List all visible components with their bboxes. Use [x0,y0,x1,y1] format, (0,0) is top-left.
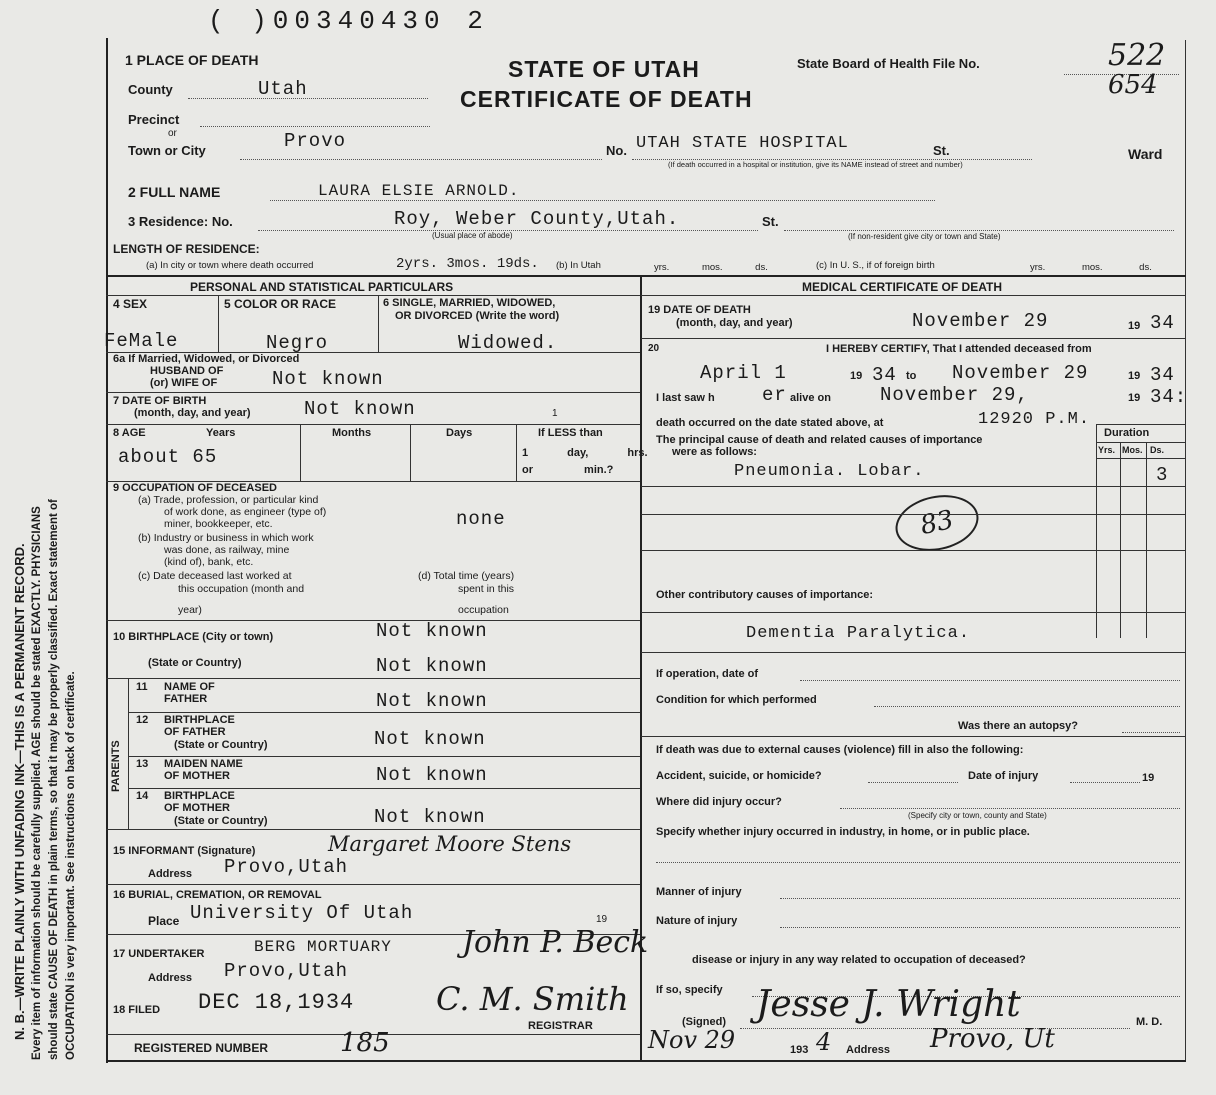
spouse-label-2: HUSBAND OF [150,365,224,377]
father-birthplace-value: Not known [374,728,486,750]
informant-address-value: Provo,Utah [224,856,349,878]
mother-birthplace-label-1: BIRTHPLACE [164,790,235,802]
age-months-label: Months [332,427,372,439]
age-value: about 65 [118,446,218,468]
specify-injury-label: Specify whether injury occurred in industry, in home, or in public place. [656,826,1030,838]
side-note-ink: N. B.—WRITE PLAINLY WITH UNFADING INK—THIS IS A PERMANENT RECORD. [12,543,27,1040]
father-birthplace-num: 12 [136,714,149,726]
informant-label: 15 INFORMANT (Signature) [113,845,256,857]
md-label: M. D. [1136,1016,1163,1028]
external-causes-label: If death was due to external causes (violence) fill in also the following: [656,744,1024,756]
age-years-label: Years [206,427,236,439]
burial-place-value: University Of Utah [190,902,414,924]
residence-utah-label: (b) In Utah [556,260,601,271]
residence-value: Roy, Weber County,Utah. [394,208,680,230]
physician-address-value: Provo, Ut [930,1024,1055,1054]
mother-birthplace-value: Not known [374,806,486,828]
registered-number-value: 185 [340,1028,390,1058]
age-less-label: If LESS than [538,427,603,439]
registered-number-label: REGISTERED NUMBER [134,1041,269,1055]
condition-label: Condition for which performed [656,694,817,706]
manner-label: Manner of injury [656,886,742,898]
occupation-b-line-3: (kind of), bank, etc. [164,556,254,568]
title-certificate: CERTIFICATE OF DEATH [460,86,753,112]
father-name-label-1: NAME OF [164,681,215,693]
mother-name-value: Not known [376,764,488,786]
street-label: St. [933,143,950,158]
county-label: County [128,82,173,97]
death-year-value: 34 [1150,312,1175,334]
marital-label-1: 6 SINGLE, MARRIED, WIDOWED, [383,297,556,309]
signed-date: Nov 29 [648,1026,736,1054]
mother-birthplace-num: 14 [136,790,149,802]
residence-us-label: (c) In U. S., if of foreign birth [816,260,935,271]
undertaker-signature: John P. Beck [462,925,649,960]
attended-to-label: to [906,370,917,382]
spouse-label-1: 6a If Married, Widowed, or Divorced [113,353,300,365]
institution-value: UTAH STATE HOSPITAL [636,134,849,153]
side-note-1: Every item of information should be carefully supplied. AGE should be stated EXACTLY. PHYSICIANS [31,506,43,1060]
color-label: 5 COLOR OR RACE [224,297,337,311]
duration-months-label: Mos. [1122,445,1143,455]
last-saw-pronoun: er [762,384,787,406]
nonresident-note: (If non-resident give city or town and State) [848,232,1001,241]
signed-year: 4 [816,1028,832,1056]
occupation-d-line-2: spent in this [458,583,515,595]
physician-address-label: Address [846,1044,891,1056]
where-injury-note: (Specify city or town, county and State) [908,811,1047,820]
color-value: Negro [266,332,329,354]
occupation-b-line-2: was done, as railway, mine [164,544,290,556]
place-of-death-label: 1 PLACE OF DEATH [125,52,259,68]
operation-label: If operation, date of [656,668,759,680]
precinct-label: Precinct [128,112,180,127]
related-occupation-label: disease or injury in any way related to occupation of deceased? [692,954,1026,966]
undertaker-address-label: Address [148,972,193,984]
death-time-label: death occurred on the date stated above, at [656,417,884,429]
occupation-a-line-3: miner, bookkeeper, etc. [164,518,273,530]
mother-birthplace-label-3: (State or Country) [174,815,268,827]
autopsy-label: Was there an autopsy? [958,720,1079,732]
if-so-label: If so, specify [656,984,723,996]
registrar-label: REGISTRAR [528,1020,593,1032]
last-saw-label: I last saw h [656,392,715,404]
birthplace-city-value: Not known [376,620,488,642]
informant-address-label: Address [148,868,193,880]
usual-abode-note: (Usual place of abode) [432,231,513,240]
death-date-label-1: 19 DATE OF DEATH [648,304,751,316]
occupation-b-line-1: (b) Industry or business in which work [138,532,314,544]
length-of-residence-label: LENGTH OF RESIDENCE: [113,242,260,256]
signed-year-prefix: 193 [790,1044,809,1056]
attended-to-year-prefix: 19 [1128,370,1141,382]
occupation-c-line-3: year) [178,604,202,616]
informant-signature: Margaret Moore Stens [328,832,572,856]
death-year-prefix: 19 [1128,320,1141,332]
full-name-value: LAURA ELSIE ARNOLD. [318,182,520,200]
duration-years-label: Yrs. [1098,445,1116,455]
occupation-a-line-1: (a) Trade, profession, or particular kind [138,494,319,506]
age-min-label: or min.? [522,464,614,476]
institution-note: (If death occurred in a hospital or institution, give its NAME instead of street and number) [668,160,963,169]
attended-to-year: 34 [1150,364,1175,386]
marital-value: Widowed. [458,332,558,354]
dob-mark: 1 [552,408,558,419]
age-day-hours-label: 1 day, hrs. [522,447,648,459]
number-label: No. [606,143,627,158]
age-label: 8 AGE [113,427,146,439]
occupation-c-line-2: this occupation (month and [178,583,305,595]
burial-place-label: Place [148,914,180,928]
row-20-label: 20 [648,343,660,354]
personal-section-title: PERSONAL AND STATISTICAL PARTICULARS [190,280,454,294]
undertaker-address-value: Provo,Utah [224,960,349,982]
accident-label: Accident, suicide, or homicide? [656,770,822,782]
cause-value: Pneumonia. Lobar. [734,462,925,481]
filed-value: DEC 18,1934 [198,990,355,1015]
occupation-value: none [456,508,506,530]
title-state: STATE OF UTAH [508,56,700,82]
town-value: Provo [284,130,347,152]
file-number-2: 654 [1108,70,1158,100]
occupation-c-line-1: (c) Date deceased last worked at [138,570,292,582]
undertaker-label: 17 UNDERTAKER [113,948,205,960]
duration-label: Duration [1104,427,1150,439]
physician-signature: Jesse J. Wright [756,984,1021,1025]
town-label: Town or City [128,143,206,158]
occupation-d-line-1: (d) Total time (years) [418,570,515,582]
medical-section-title: MEDICAL CERTIFICATE OF DEATH [802,280,1002,294]
last-saw-year-prefix: 19 [1128,392,1141,404]
parents-label: PARENTS [110,740,122,792]
father-birthplace-label-1: BIRTHPLACE [164,714,235,726]
marital-label-2: OR DIVORCED (Write the word) [395,310,560,322]
birthplace-label: 10 BIRTHPLACE (City or town) [113,631,274,643]
father-birthplace-label-2: OF FATHER [164,726,226,738]
occupation-d-line-3: occupation [458,604,509,616]
mother-name-label-1: MAIDEN NAME [164,758,243,770]
residence-street-label: St. [762,214,779,229]
signed-label: (Signed) [682,1016,726,1028]
spouse-value: Not known [272,368,384,390]
attended-from-year-prefix: 19 [850,370,863,382]
burial-date-label: 19 [596,914,608,925]
burial-label: 16 BURIAL, CREMATION, OR REMOVAL [113,889,322,901]
file-number-1: 522 [1108,38,1166,73]
residence-us-units: yrs. mos. ds. [1030,262,1152,273]
registrar-signature: C. M. Smith [436,980,629,1018]
death-date-label-2: (month, day, and year) [676,317,793,329]
cause-duration-value: 3 [1156,464,1169,486]
birthplace-state-label: (State or Country) [148,657,242,669]
residence-label: 3 Residence: No. [128,214,233,229]
death-date-value: November 29 [912,310,1049,332]
filed-label: 18 FILED [113,1004,161,1016]
mother-birthplace-label-2: OF MOTHER [164,802,230,814]
father-name-value: Not known [376,690,488,712]
certify-label: I HEREBY CERTIFY, That I attended deceased from [826,343,1092,355]
cause-code-circle: 83 [890,488,983,558]
duration-days-label: Ds. [1150,445,1165,455]
file-number-label: State Board of Health File No. [797,56,980,71]
side-note-3: OCCUPATION is very important. See instructions on back of certificate. [65,671,77,1060]
cause-label-1: The principal cause of death and related causes of importance [656,434,983,446]
spouse-label-3: (or) WIFE OF [150,377,218,389]
dob-label-1: 7 DATE OF BIRTH [113,395,207,407]
other-cause-value: Dementia Paralytica. [746,624,971,643]
county-value: Utah [258,78,308,100]
father-name-label-2: FATHER [164,693,208,705]
residence-city-label: (a) In city or town where death occurred [146,260,314,271]
mother-name-label-2: OF MOTHER [164,770,230,782]
ward-label: Ward [1128,146,1163,162]
mother-name-num: 13 [136,758,149,770]
last-saw-year: 34: [1150,386,1188,408]
residence-utah-units: yrs. mos. ds. [654,262,768,273]
cause-label-2: were as follows: [672,446,757,458]
sex-label: 4 SEX [113,297,148,311]
injury-date-label: Date of injury [968,770,1039,782]
nature-label: Nature of injury [656,915,738,927]
occupation-label: 9 OCCUPATION OF DECEASED [113,482,277,494]
injury-date-year-prefix: 19 [1142,772,1155,784]
last-saw-date: November 29, [880,384,1029,406]
undertaker-value: BERG MORTUARY [254,938,392,956]
attended-from-date: April 1 [700,362,787,384]
father-birthplace-label-3: (State or Country) [174,739,268,751]
dob-value: Not known [304,398,416,420]
dob-label-2: (month, day, and year) [134,407,251,419]
occupation-a-line-2: of work done, as engineer (type of) [164,506,327,518]
sex-value: FeMale [104,330,179,352]
birthplace-state-value: Not known [376,655,488,677]
where-injury-label: Where did injury occur? [656,796,782,808]
death-time-value: 12920 P.M. [978,410,1091,429]
attended-from-year: 34 [872,364,897,386]
age-days-label: Days [446,427,473,439]
or-label: or [168,128,177,139]
alive-on-label: alive on [790,392,831,404]
full-name-label: 2 FULL NAME [128,184,221,200]
father-name-num: 11 [136,681,148,693]
residence-city-duration: 2yrs. 3mos. 19ds. [396,256,539,272]
document-number: ( )00340430 2 [208,6,489,36]
side-note-2: should state CAUSE OF DEATH in plain terms, so that it may be properly classified. Exact statement of [48,499,60,1060]
attended-to-date: November 29 [952,362,1089,384]
other-causes-label: Other contributory causes of importance: [656,589,873,601]
